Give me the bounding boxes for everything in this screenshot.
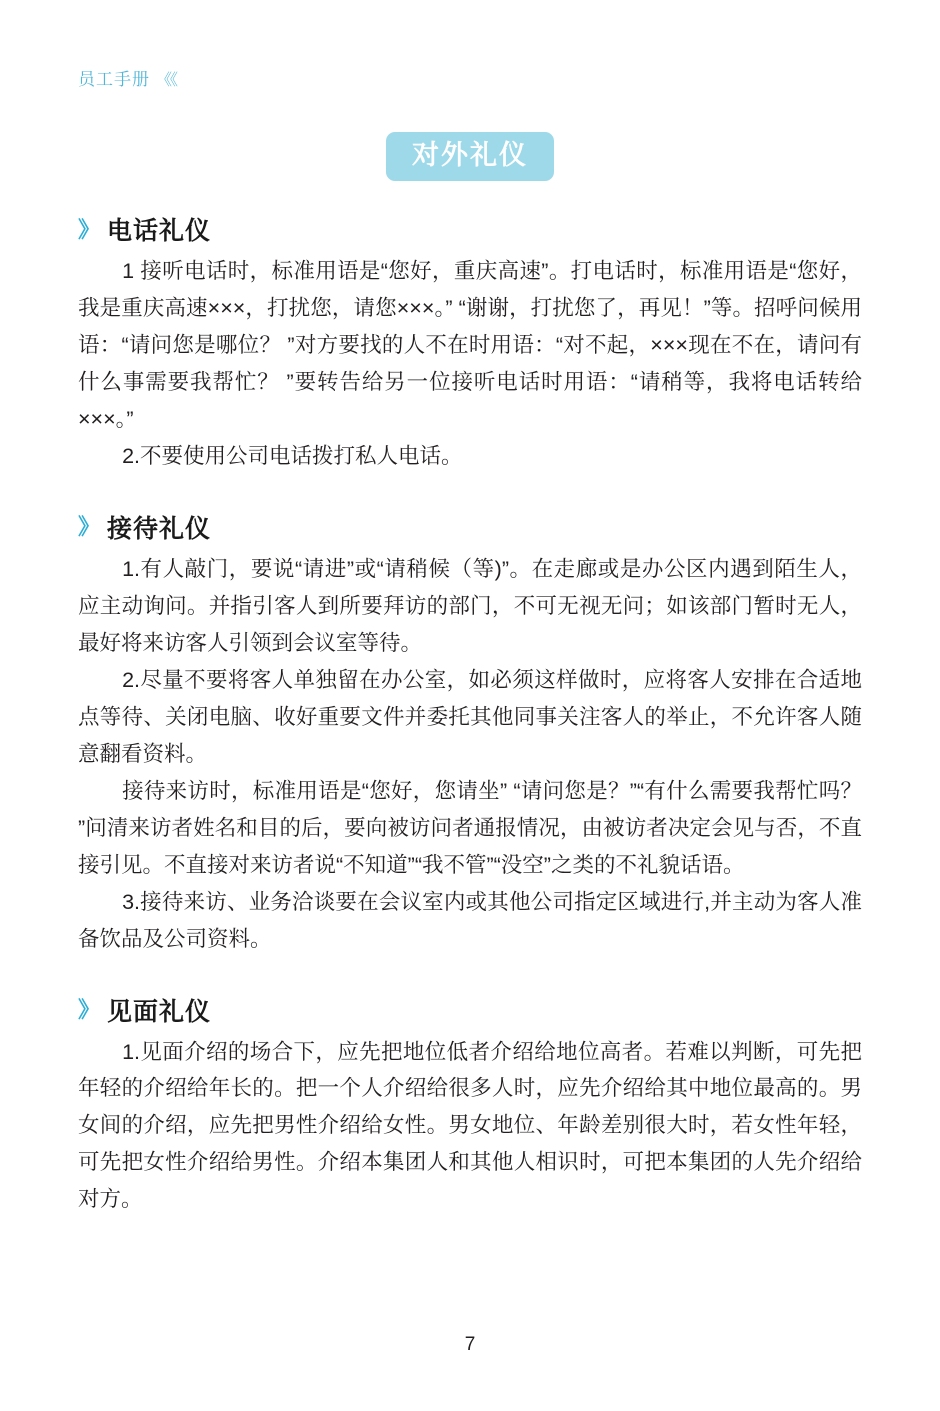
section-heading <box>78 509 862 545</box>
running-header-label: 员工手册 <box>78 69 150 89</box>
section-heading-label: 电话礼仪 <box>107 217 212 246</box>
paragraph: 1.见面介绍的场合下，应先把地位低者介绍给地位高者。若难以判断，可先把年轻的介绍给年长的。把一个人介绍给很多人时，应先介绍给其中地位最高的。男女间的介绍，应先把男性介绍给女性。男女地位、年龄差别很大时，若女性年轻，可先把女性介绍给男性。介绍本集团人和其他人相识时，可把本集团的人先介绍给对方。 <box>78 1039 862 1212</box>
paragraph: 2.不要使用公司电话拨打私人电话。 <box>122 443 463 468</box>
chevron-right-icon: 》 <box>78 514 98 540</box>
running-header <box>78 0 862 92</box>
paragraph: 3.接待来访、业务洽谈要在会议室内或其他公司指定区域进行,并主动为客人准备饮品及公司资料。 <box>78 889 862 951</box>
page-title: 对外礼仪 <box>386 132 554 181</box>
section-reception-etiquette <box>78 509 862 958</box>
section-heading <box>78 992 862 1028</box>
chevron-right-icon: 》 <box>78 997 98 1023</box>
section-heading-label: 见面礼仪 <box>107 997 212 1026</box>
section-heading <box>78 211 862 247</box>
chevron-right-icon: 》 <box>78 216 98 242</box>
section-phone-etiquette <box>78 211 862 475</box>
paragraph: 2.尽量不要将客人单独留在办公室，如必须这样做时，应将客人安排在合适地点等待、关闭电脑、收好重要文件并委托其他同事关注客人的举止，不允许客人随意翻看资料。 <box>78 667 862 766</box>
paragraph: 1 接听电话时，标准用语是“您好，重庆高速”。打电话时，标准用语是“您好，我是重庆高速×××，打扰您，请您×××。” “谢谢，打扰您了，再见！”等。招呼问候用语：“请问您是哪位？ ”对方要找的人不在时用语：“对不起，×××现在不在，请问有什么事需要我帮忙？ ”要转告给另一位接听电话时用语：“请稍等，我将电话转给×××。” <box>78 259 862 431</box>
paragraph: 1.有人敲门，要说“请进”或“请稍候（等)”。在走廊或是办公区内遇到陌生人，应主动询问。并指引客人到所要拜访的部门，不可无视无问；如该部门暂时无人，最好将来访客人引领到会议室等待。 <box>78 556 862 655</box>
section-meeting-etiquette <box>78 992 862 1219</box>
page-number: 7 <box>464 1334 476 1355</box>
paragraph: 接待来访时，标准用语是“您好，您请坐” “请问您是？”“有什么需要我帮忙吗？ ”问清来访者姓名和目的后，要向被访问者通报情况，由被访者决定会见与否，不直接引见。不直接对来访者说“不知道”“我不管”“没空”之类的不礼貌话语。 <box>78 778 862 877</box>
chapter-title-wrap <box>78 132 862 181</box>
section-heading-label: 接待礼仪 <box>107 514 212 543</box>
chevron-left-icon: 《《 <box>156 71 177 89</box>
